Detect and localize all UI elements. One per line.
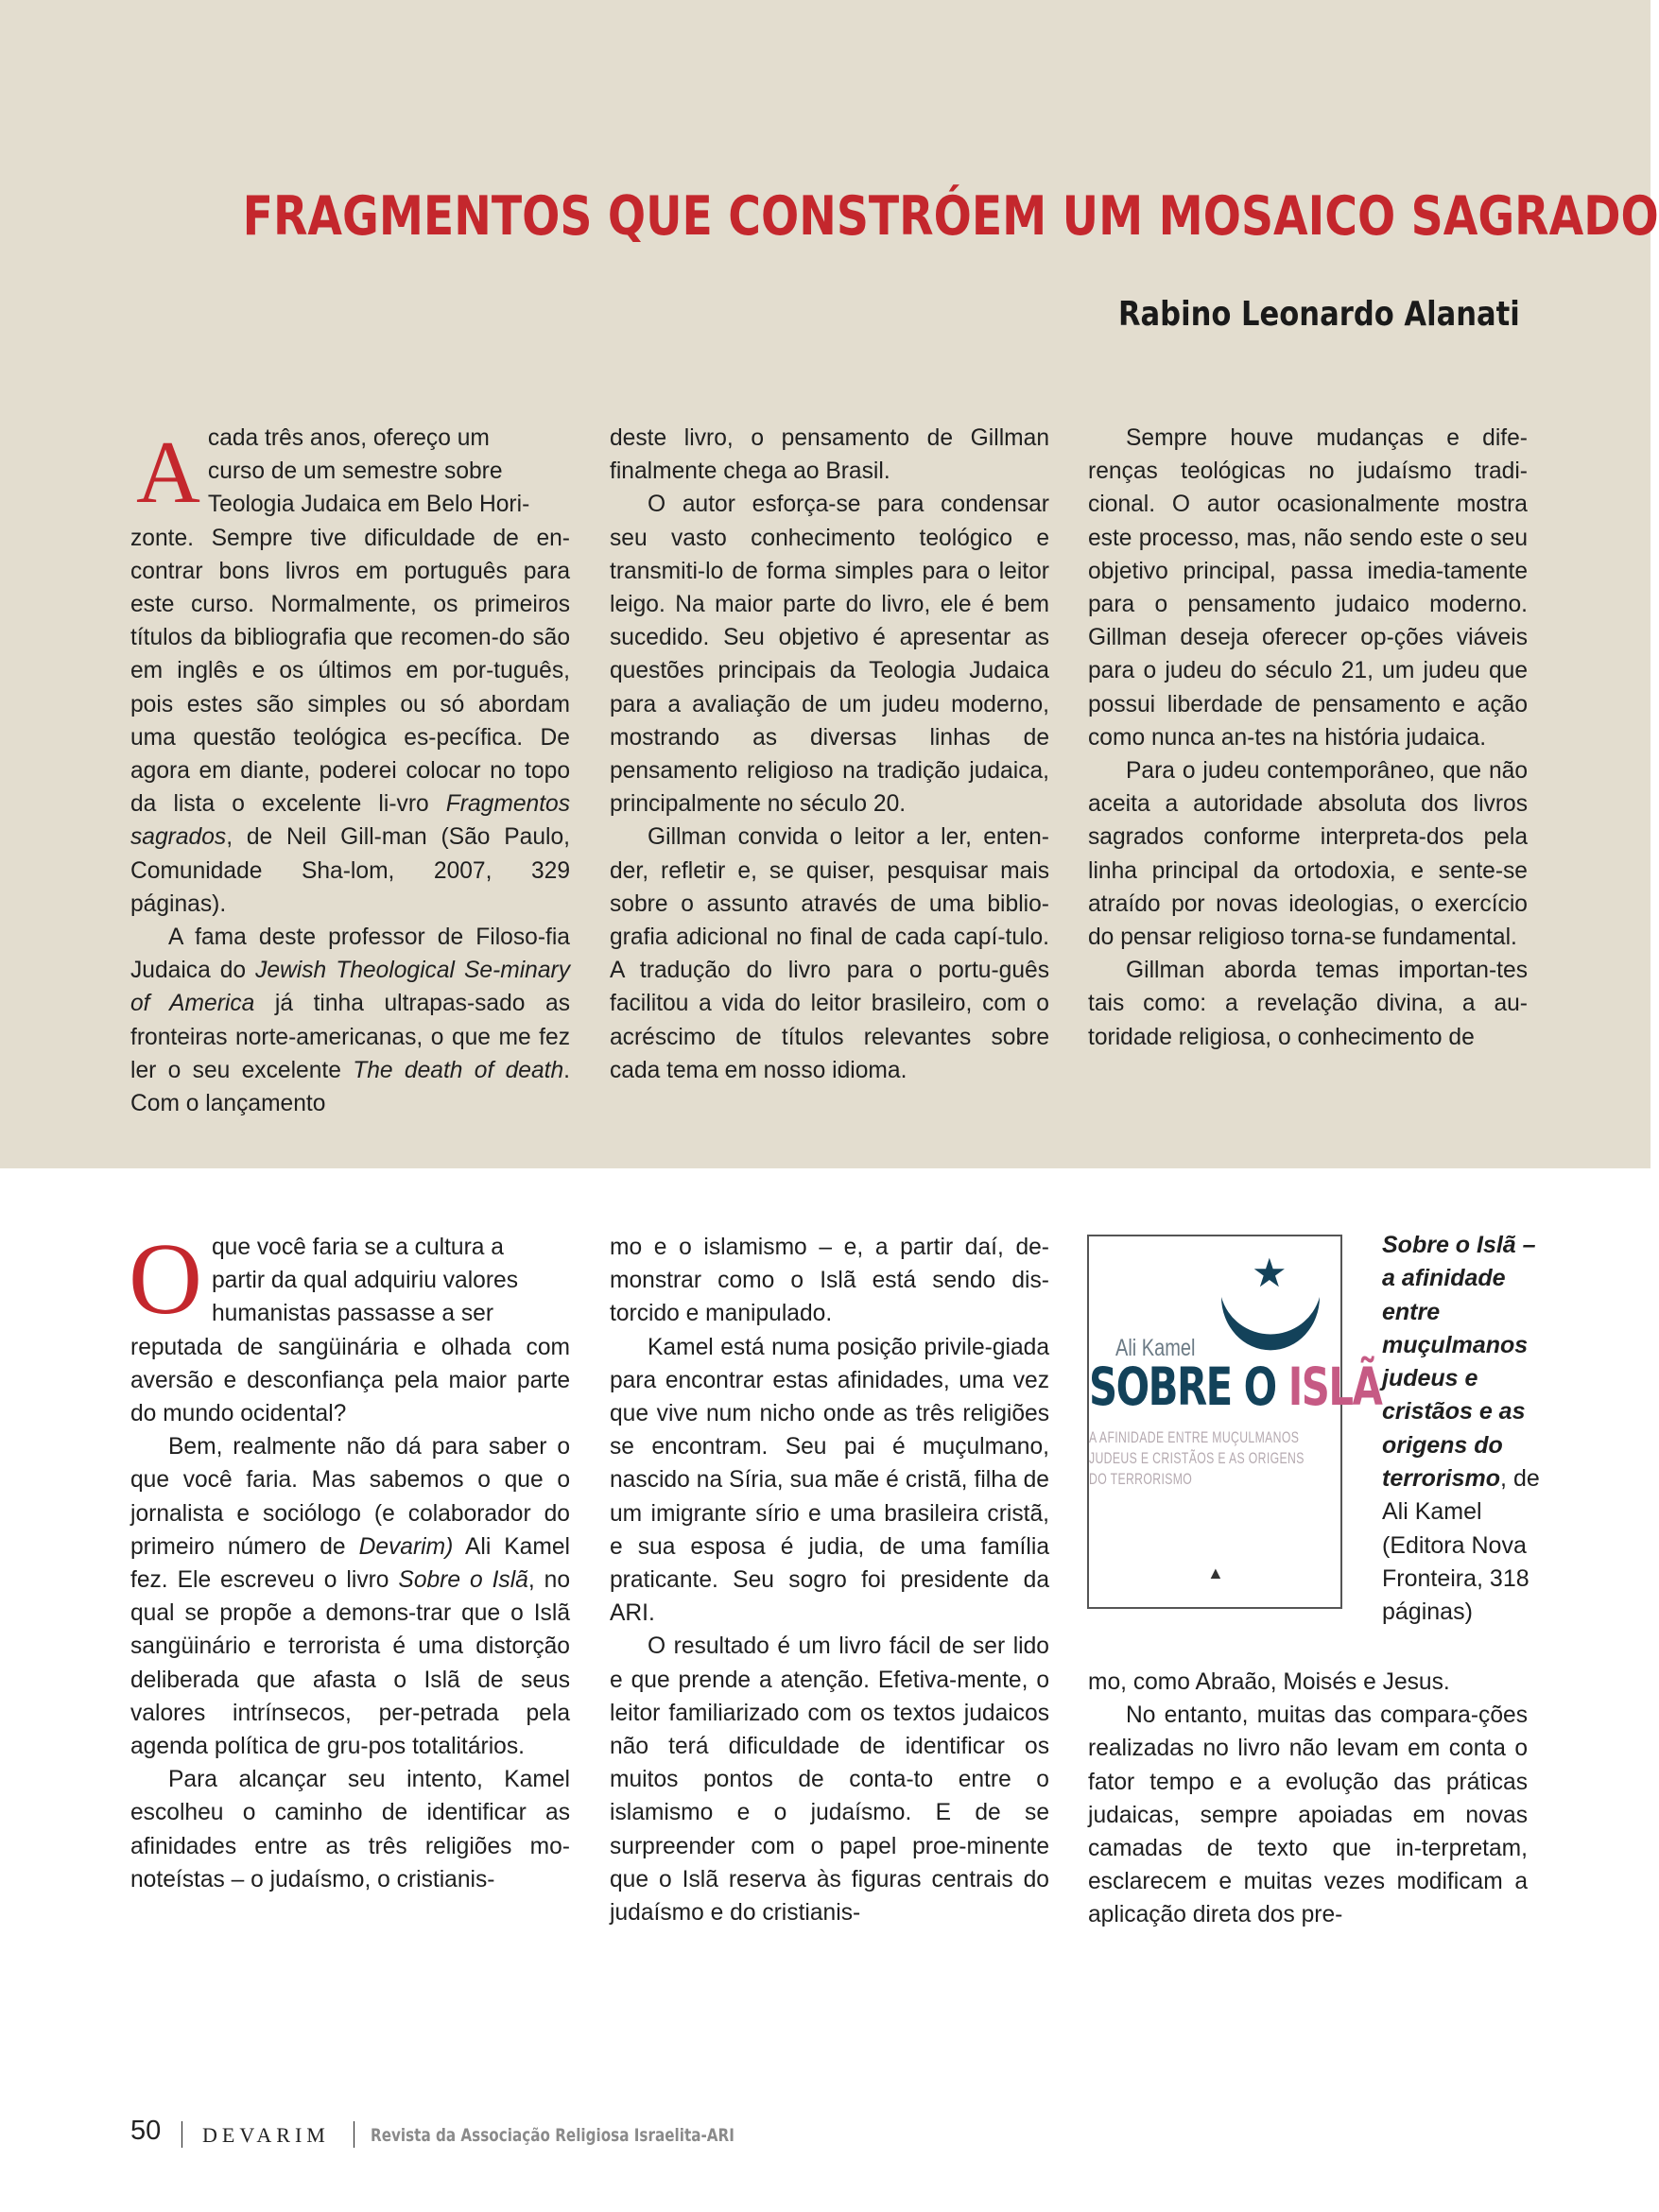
drop-cap: O bbox=[129, 1223, 202, 1336]
book-title: Sobre o Islã bbox=[398, 1567, 528, 1594]
paragraph: mo, como Abraão, Moisés e Jesus. bbox=[1088, 1669, 1450, 1695]
book-cover-image bbox=[1087, 1235, 1382, 1609]
article2-column-3 bbox=[1088, 1666, 1528, 1932]
paragraph: Gillman convida o leitor a ler, enten-der, refletir e, se quiser, pesquisar mais sobre o assunto através de uma biblio-grafia adicional no final de cada capí-tulo. A tradução do livro para o portu-guês facilitou a vida do leitor brasileiro, com o acréscimo de títulos relevantes sobre cada tema em nosso idioma. bbox=[610, 824, 1049, 1083]
paragraph: Para o judeu contemporâneo, que não aceita a autoridade absoluta dos livros sagrados conforme interpreta-dos pela linha principal da ortodoxia, e sente-se atraído por novas ideologias, o exercício do pensar religioso torna-se fundamental. bbox=[1088, 758, 1528, 951]
paragraph: No entanto, muitas das compara-ções realizadas no livro não levam em conta o fator tempo e a evolução das práticas judaicas, sempre apoiadas em novas camadas de texto que in-terpretam, esclarecem e muitas vezes modificam a aplicação direta dos pre- bbox=[1088, 1702, 1528, 1928]
cover-author: Ali Kamel bbox=[1115, 1335, 1196, 1361]
cover-title: SOBRE O ISLÃ bbox=[1089, 1357, 1382, 1417]
magazine-name: Devarim) bbox=[358, 1533, 454, 1560]
article-title: FRAGMENTOS QUE CONSTRÓEM UM MOSAICO SAGRADO bbox=[242, 185, 1659, 248]
paragraph: Bem, realmente não dá para saber o que você faria. Mas sabemos o que o jornalista e sociólogo (e colaborador do primeiro número de Devarim) Ali Kamel fez. Ele escreveu o livro Sobre o Islã, no qual se propõe a demons-trar que o Islã sangüinário e terrorista é uma distorção deliberada que afasta o Islã de seus valores intrínsecos, per-petrada pela agenda política de gru-pos totalitários. bbox=[130, 1434, 570, 1760]
book-caption bbox=[1382, 1229, 1547, 1630]
cover-subtitle: A AFINIDADE ENTRE MUÇULMANOS bbox=[1089, 1428, 1300, 1446]
caption-details: , de Ali Kamel (Editora Nova Fronteira, 318 páginas) bbox=[1382, 1465, 1540, 1626]
article1-column-3 bbox=[1088, 422, 1528, 1054]
paragraph: Gillman aborda temas importan-tes tais como: a revelação divina, a au-toridade religiosa, o conhecimento de bbox=[1088, 958, 1528, 1050]
paragraph: A fama deste professor de Filoso-fia Judaica do Jewish Theological Se-minary of America já tinha ultrapas-sado as fronteiras norte-americanas, o que me fez ler o seu excelente The death of death. Com o lançamento bbox=[130, 925, 571, 1117]
paragraph: O autor esforça-se para condensar seu vasto conhecimento teológico e transmiti-lo de forma simples para o leitor leigo. Na maior parte do livro, ele é bem sucedido. Seu objetivo é apresentar as questões principais da Teologia Judaica para a avaliação de um judeu moderno, mostrando as diversas linhas de pensamento religioso na tradição judaica, principalmente no século 20. bbox=[610, 492, 1049, 818]
article2-column-2 bbox=[610, 1231, 1049, 1929]
page-footer bbox=[130, 2116, 887, 2153]
paragraph: O que você faria se a cultura a partir da qual adquiriu valores humanistas passasse a ser reputada de sangüinária e olhada com aversão e desconfiança pela maior parte do mundo ocidental? bbox=[129, 1223, 570, 1427]
paragraph: Para alcançar seu intento, Kamel escolheu o caminho de identificar as afinidades entre as três religiões mo-noteístas – o judaísmo, o cristianis- bbox=[130, 1767, 570, 1892]
book-title: Fragmentos sagrados bbox=[130, 791, 570, 851]
paragraph: mo e o islamismo – e, a partir daí, de-monstrar como o Islã está sendo dis-torcido e manipulado. bbox=[610, 1235, 1049, 1327]
magazine-name: DEVARIM bbox=[202, 2123, 330, 2147]
publisher-logo-icon: ▲ bbox=[1207, 1564, 1224, 1582]
paragraph: deste livro, o pensamento de Gillman finalmente chega ao Brasil. bbox=[610, 425, 1049, 485]
cover-subtitle: JUDEUS E CRISTÃOS E AS ORIGENS bbox=[1089, 1449, 1305, 1467]
paragraph: Sempre houve mudanças e dife-renças teológicas no judaísmo tradi-cional. O autor ocasionalmente mostra este processo, mas, não sendo este o seu objetivo principal, passa imedia-tamente para o pensamento judaico moderno. Gillman deseja oferecer op-ções viáveis para o judeu do século 21, um judeu que possui liberdade de pensamento e ação como nunca an-tes na história judaica. bbox=[1088, 425, 1528, 751]
star-icon: ★ bbox=[1252, 1251, 1287, 1295]
book-title: The death of death bbox=[353, 1057, 564, 1083]
divider bbox=[181, 2121, 182, 2148]
page-number: 50 bbox=[130, 2116, 162, 2146]
article1-column-1 bbox=[130, 422, 570, 1120]
institution-name: Jewish Theological Se-minary of America bbox=[130, 958, 571, 1017]
article1-column-2 bbox=[610, 422, 1049, 1087]
crescent-moon-icon bbox=[1214, 1291, 1327, 1359]
paragraph: O resultado é um livro fácil de ser lido e que prende a atenção. Efetiva-mente, o leitor familiarizado com os textos judaicos não terá dificuldade de identificar os muitos pontos de conta-to entre o islamismo e o judaísmo. E de se surpreender com o papel proe-minente que o Islã reserva às figuras centrais do judaísmo e do cristianis- bbox=[610, 1633, 1049, 1927]
drop-cap: A bbox=[136, 423, 200, 522]
magazine-description: Revista da Associação Religiosa Israelita-ARI bbox=[371, 2125, 734, 2146]
cover-subtitle: DO TERRORISMO bbox=[1089, 1470, 1193, 1488]
caption-book-title: Sobre o Islã – a afinidade entre muçulmanos judeus e cristãos e as origens do terrorismo bbox=[1382, 1232, 1536, 1493]
article-author: Rabino Leonardo Alanati bbox=[1118, 295, 1520, 334]
article2-column-1 bbox=[129, 1223, 570, 1896]
paragraph: A cada três anos, ofereço um curso de um semestre sobre Teologia Judaica em Belo Hori- zonte. Sempre tive dificuldade de en-contrar bons livros em português para este curso. Normalmente, os primeiros títulos da bibliografia que recomen-do são em inglês e os últimos em por-tuguês, pois estes são simples ou só abordam uma questão teológica es-pecífica. De agora em diante, poderei colocar no topo da lista o excelente li-vro Fragmentos sagrados, de Neil Gill-man (São Paulo, Comunidade Sha-lom, 2007, 329 páginas). bbox=[130, 423, 570, 917]
paragraph: Kamel está numa posição privile-giada para encontrar estas afinidades, uma vez que vive num nicho onde as três religiões se encontram. Seu pai é muçulmano, nascido na Síria, sua mãe é cristã, filha de um imigrante sírio e uma brasileira cristã, e sua esposa é judia, de uma família praticante. Seu sogro foi presidente da ARI. bbox=[610, 1334, 1049, 1627]
